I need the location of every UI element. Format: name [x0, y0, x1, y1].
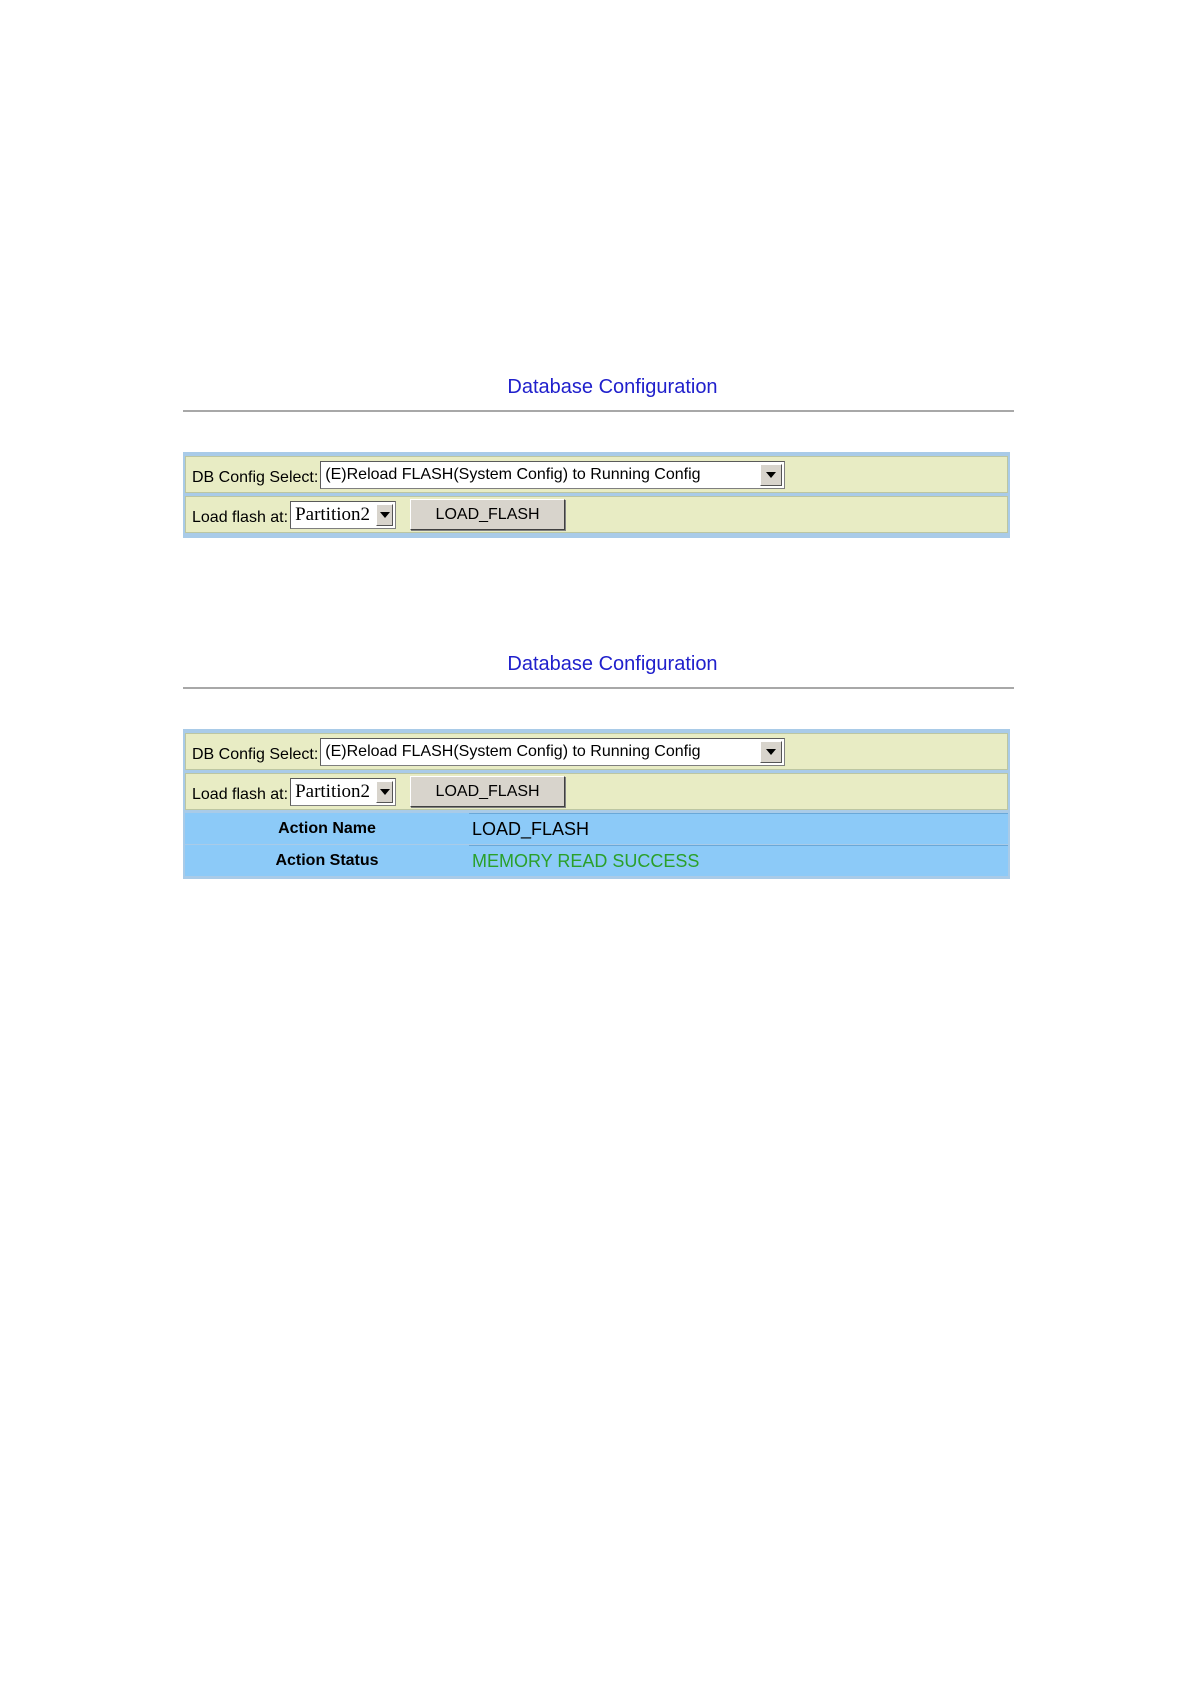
db-config-select-row [185, 456, 1008, 493]
action-status-row [185, 845, 1008, 876]
chevron-down-icon[interactable] [376, 504, 393, 526]
db-config-select-label: DB Config Select: [192, 468, 319, 486]
partition-select[interactable] [290, 501, 396, 529]
action-name-label: Action Name [278, 820, 376, 837]
db-config-panel-initial [183, 370, 1014, 538]
db-config-form [183, 452, 1010, 538]
partition-select-value: Partition2 [295, 503, 371, 525]
db-config-select-value: (E)Reload FLASH(System Config) to Running Config [325, 465, 701, 483]
action-name-row [185, 813, 1008, 844]
db-config-panel-result [183, 647, 1014, 879]
load-flash-row [185, 496, 1008, 533]
db-config-select-value: (E)Reload FLASH(System Config) to Running Config [325, 742, 701, 760]
title-divider [183, 410, 1014, 412]
title-divider [183, 687, 1014, 689]
load-flash-label: Load flash at: [192, 508, 289, 526]
partition-select-value: Partition2 [295, 780, 371, 802]
load-flash-label: Load flash at: [192, 785, 289, 803]
db-config-select-row [185, 733, 1008, 770]
chevron-down-icon[interactable] [760, 741, 782, 763]
db-config-form [183, 729, 1010, 879]
page-title: Database Configuration [507, 376, 718, 398]
page-title: Database Configuration [507, 653, 718, 675]
action-status-value: MEMORY READ SUCCESS [469, 845, 1008, 876]
load-flash-button[interactable]: LOAD_FLASH [410, 499, 565, 530]
load-flash-row [185, 773, 1008, 810]
partition-select[interactable] [290, 778, 396, 806]
action-status-label: Action Status [275, 852, 379, 869]
chevron-down-icon[interactable] [760, 464, 782, 486]
db-config-select[interactable] [320, 461, 785, 489]
load-flash-button[interactable]: LOAD_FLASH [410, 776, 565, 807]
action-name-value: LOAD_FLASH [469, 813, 1008, 844]
db-config-select[interactable] [320, 738, 785, 766]
db-config-select-label: DB Config Select: [192, 745, 319, 763]
chevron-down-icon[interactable] [376, 781, 393, 803]
